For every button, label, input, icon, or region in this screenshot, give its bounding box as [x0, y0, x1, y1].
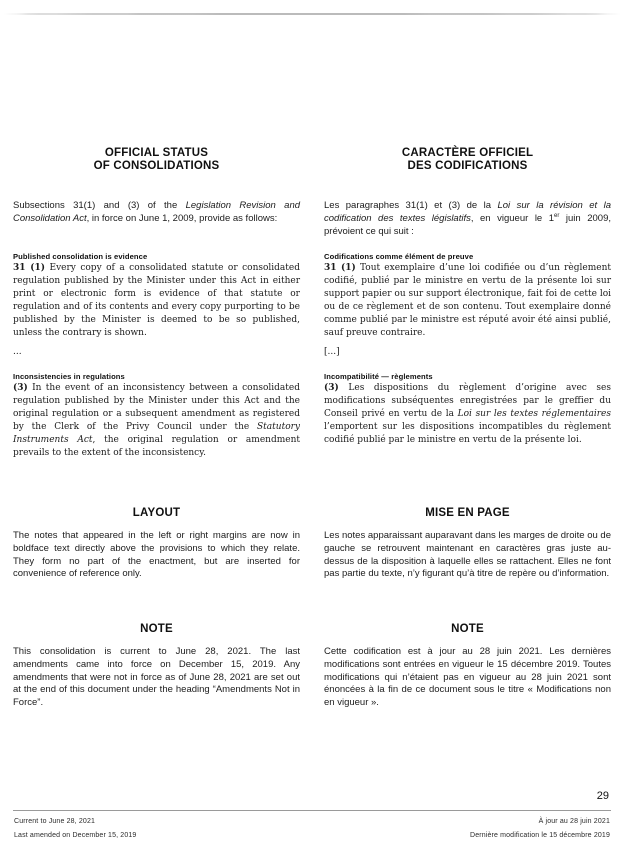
french-section-3-text-pre: Les dispositions du règlement d’origine avec ses modifications subséquentes enregistrées par le greffier du Conseil privé en vertu de la	[324, 383, 611, 420]
french-section-3-body	[324, 382, 611, 447]
english-layout-body: The notes that appeared in the left or right margins are now in boldface text directly above the provisions to which they relate. They form no part of the enactment, but are inserted for convenience of reference only.	[13, 530, 300, 580]
english-section-31-1	[13, 252, 300, 372]
french-section-3-number: (3)	[324, 383, 339, 393]
french-intro-ordinal: er	[554, 212, 560, 219]
french-title-line1: CARACTÈRE OFFICIEL	[401, 147, 534, 159]
english-section-3-text-post: , the original regulation or amendment prevails to the extent of the inconsistency.	[13, 435, 300, 459]
english-title-line1: OFFICIAL STATUS	[104, 147, 209, 159]
french-section-3	[324, 372, 611, 507]
footer-english	[14, 815, 136, 843]
english-section-3-act-name: Statutory Instruments Act	[13, 422, 300, 446]
french-intro-pre: Les paragraphes 31(1) et (3) de la	[324, 200, 498, 211]
french-section-3-act-name: Loi sur les textes réglementaires	[457, 409, 611, 420]
french-intro-paragraph	[324, 200, 611, 252]
english-layout-heading: LAYOUT	[132, 507, 181, 519]
english-section-3	[13, 372, 300, 507]
footer-derniere-modification: Dernière modification le 15 décembre 2019	[469, 832, 610, 839]
footer-french	[470, 815, 610, 843]
french-title-line2: DES CODIFICATIONS	[407, 160, 528, 172]
english-intro-post: , in force on June 1, 2009, provide as follows:	[86, 212, 278, 224]
english-ellipsis: ...	[13, 346, 22, 357]
french-intro-act-name: Loi sur la révision et la codification des textes législatifs	[324, 200, 611, 224]
french-layout-section	[324, 507, 611, 623]
page-number: 29	[596, 790, 609, 802]
french-section-31-1-heading: Codifications comme élément de preuve	[324, 252, 474, 261]
french-intro-post: juin 2009, prévoient ce qui suit :	[324, 212, 611, 237]
french-ellipsis: [...]	[324, 346, 340, 357]
english-note-heading: NOTE	[140, 623, 173, 635]
french-section-31-1-text: Tout exemplaire d’une loi codifiée ou d’un règlement codifié, publié par le ministre en vertu de la présente loi sur support papier ou sur support électronique, fait foi de cette loi ou de ce règlement et de son contenu. Tout exemplaire donné comme publié par le ministre est réputé avoir été ainsi publié, sauf preuve contraire.	[324, 263, 611, 339]
english-section-31-1-heading: Published consolidation is evidence	[13, 252, 148, 261]
french-note-heading: NOTE	[451, 623, 484, 635]
english-intro-paragraph	[13, 200, 300, 252]
english-section-31-1-text: Every copy of a consolidated statute or consolidated regulation published by the Minister under this Act in either print or electronic form is evidence of that statute or regulation and of its contents and every copy purporting to be published by the Minister is deemed to be so published, unless the contrary is shown.	[13, 263, 300, 339]
footer-divider	[13, 810, 611, 811]
english-layout-section	[13, 507, 300, 623]
english-section-3-body	[13, 382, 300, 461]
french-note-section	[324, 623, 611, 710]
footer-a-jour: À jour au 28 juin 2021	[538, 818, 610, 825]
french-note-body: Cette codification est à jour au 28 juin 2021. Les dernières modifications sont entrées en vigueur le 15 décembre 2019. Toutes modifications qui n’étaient pas en vigueur au 28 juin 2021 sont énoncées à la fin de ce document sous le titre « Modifications non en vigueur ».	[324, 646, 611, 709]
french-layout-body: Les notes apparaissant auparavant dans les marges de droite ou de gauche se retrouvent maintenant en caractères gras juste au-dessus de la disposition à laquelle elles se rattachent. Elles ne font pas partie du texte, n’y figurant qu’à titre de repère ou d’information.	[324, 530, 611, 580]
english-note-body: This consolidation is current to June 28, 2021. The last amendments came into force on December 15, 2019. Any amendments that were not in force as of June 28, 2021 are set out at the end of this document under the heading “Amendments Not in Force”.	[13, 646, 300, 709]
french-section-31-1-body	[324, 262, 611, 341]
french-layout-heading: MISE EN PAGE	[425, 507, 510, 519]
english-section-3-text-pre: In the event of an inconsistency between a consolidated regulation published by the Minister under this Act and the original regulation or a subsequent amendment as registered by the Clerk of the Privy Council under the	[13, 383, 300, 433]
english-section-3-number: (3)	[13, 383, 28, 393]
english-title	[13, 147, 300, 200]
french-section-31-1-number: 31 (1)	[324, 263, 356, 273]
footer-current-to: Current to June 28, 2021	[14, 818, 96, 825]
two-column-layout	[13, 147, 611, 710]
french-title	[324, 147, 611, 200]
page-top-divider	[3, 13, 621, 15]
french-intro-mid: , en vigueur le 1	[470, 212, 555, 224]
english-note-section	[13, 623, 300, 710]
french-section-3-text-post: l’emportent sur les dispositions incompatibles du règlement codifié publié par le ministre en vertu de la présente loi.	[324, 422, 611, 446]
english-intro-act-name: Legislation Revision and Consolidation Act	[13, 200, 301, 224]
english-title-line2: OF CONSOLIDATIONS	[93, 160, 220, 172]
french-section-31-1	[324, 252, 611, 372]
french-section-3-heading: Incompatibilité — règlements	[324, 372, 433, 381]
english-section-31-1-body	[13, 262, 300, 341]
english-section-3-heading: Inconsistencies in regulations	[13, 372, 125, 381]
footer-last-amended: Last amended on December 15, 2019	[14, 832, 137, 839]
english-intro-pre: Subsections 31(1) and (3) of the	[13, 200, 186, 211]
english-section-31-1-number: 31 (1)	[13, 263, 46, 273]
